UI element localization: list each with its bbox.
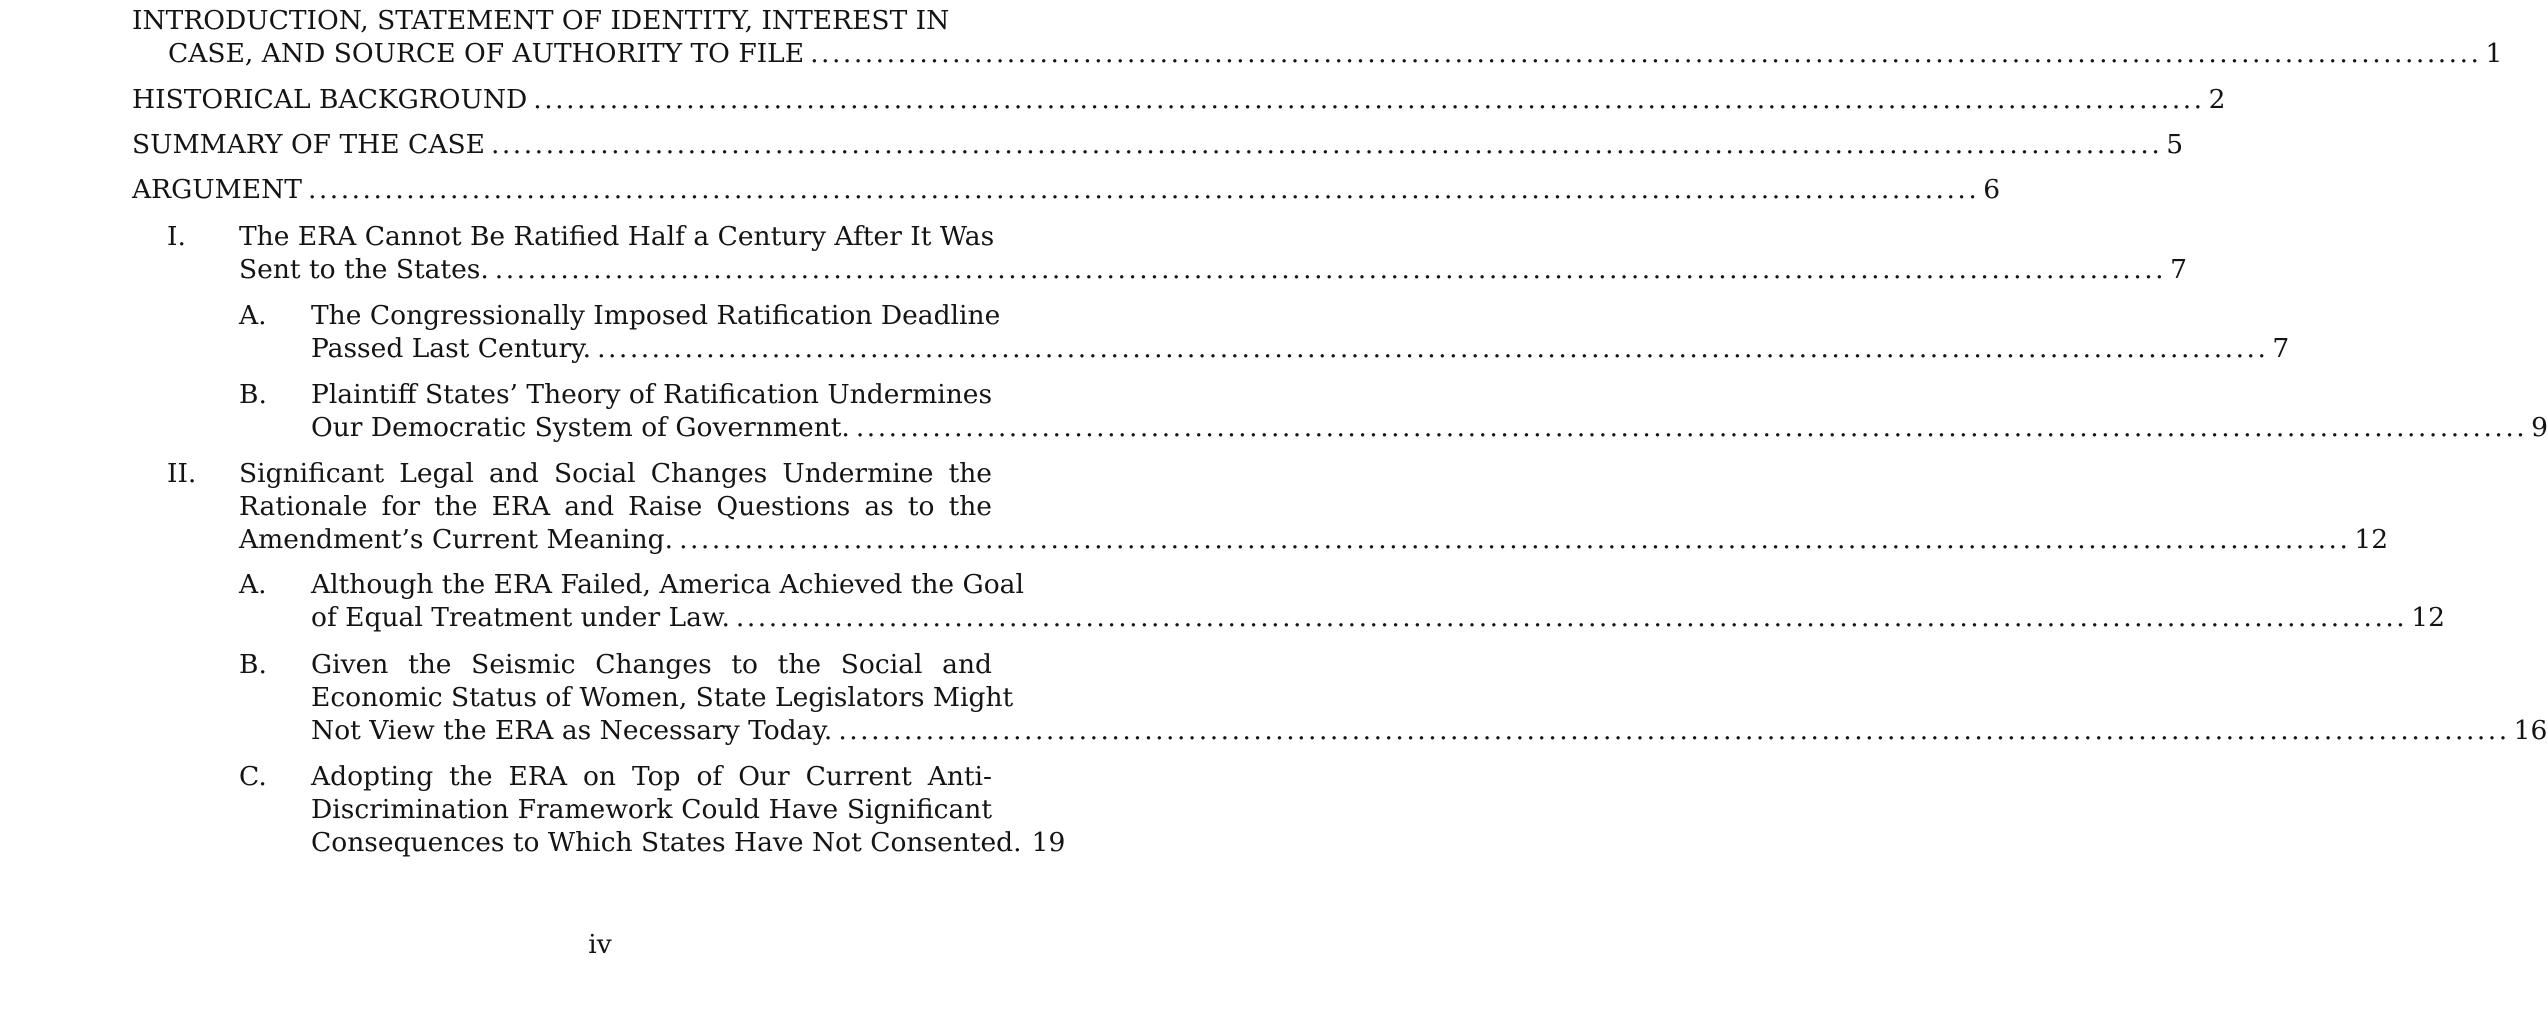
toc-entry-title-line: Rationale for the ERA and Raise Questions as to the — [239, 491, 992, 522]
section-marker: I. — [167, 221, 186, 252]
section-marker: C. — [239, 761, 267, 792]
toc-entry-title-line: Passed Last Century. — [311, 333, 592, 364]
toc-entry-title-line: Although the ERA Failed, America Achieved the Goal — [311, 569, 1024, 600]
toc-entry-title-line: INTRODUCTION, STATEMENT OF IDENTITY, INTEREST IN — [132, 5, 950, 36]
toc-entry-title-line: Not View the ERA as Necessary Today. — [311, 715, 833, 746]
toc-entry-title-line: Significant Legal and Social Changes Undermine the — [239, 458, 992, 489]
toc-entry-last-line — [311, 826, 1066, 860]
toc-page-number: 7 — [2170, 254, 2187, 285]
dot-leader: ......................................................................................................................................................... — [533, 84, 2205, 115]
toc-page-number: 5 — [2166, 129, 2184, 160]
page-number-footer: iv — [588, 929, 612, 960]
toc-entry-title: ARGUMENT — [132, 174, 302, 205]
toc-page-number: 2 — [2208, 84, 2226, 115]
toc-entry-title-line: Consequences to Which States Have Not Consented. — [311, 827, 1022, 858]
toc-entry-last-line — [168, 37, 2503, 71]
section-marker: B. — [239, 379, 267, 410]
toc-page-number: 16 — [2513, 715, 2548, 746]
toc-entry-title-line: Discrimination Framework Could Have Significant — [311, 794, 992, 825]
dot-leader: ......................................................................................................................................................... — [490, 129, 2163, 160]
section-marker: B. — [239, 649, 267, 680]
toc-entry-last-line — [311, 332, 2290, 366]
dot-leader: ......................................................................................................................................................... — [810, 38, 2482, 69]
toc-entry-title-line: Adopting the ERA on Top of Our Current Anti- — [311, 761, 992, 792]
dot-leader: ......................................................................................................................................................... — [735, 602, 2408, 633]
toc-entry-title: HISTORICAL BACKGROUND — [132, 84, 528, 115]
toc-entry-line — [132, 83, 2226, 117]
toc-entry-last-line — [311, 601, 2445, 635]
dot-leader: ......................................................................................................................................................... — [838, 715, 2510, 746]
toc-page-number: 12 — [2411, 602, 2445, 633]
dot-leader: ......................................................................................................................................................... — [855, 412, 2528, 443]
toc-entry-last-line — [239, 253, 2187, 287]
section-marker: II. — [167, 458, 197, 489]
toc-entry-title-line: Our Democratic System of Government. — [311, 412, 850, 443]
toc-entry-title-line: Economic Status of Women, State Legislators Might — [311, 682, 1014, 713]
toc-page-number: 9 — [2531, 412, 2548, 443]
toc-entry-last-line — [311, 411, 2548, 445]
toc-page-number: 19 — [1031, 827, 1066, 858]
toc-entry-title-line: Plaintiff States’ Theory of Ratification Undermines — [311, 379, 993, 410]
toc-entry-title-line: The ERA Cannot Be Ratified Half a Century After It Was — [239, 221, 995, 252]
dot-leader: ......................................................................................................................................................... — [307, 174, 1980, 205]
section-marker: A. — [239, 300, 267, 331]
section-marker: A. — [239, 569, 267, 600]
dot-leader: ......................................................................................................................................................... — [679, 524, 2351, 555]
toc-entry-last-line — [311, 714, 2548, 748]
toc-entry-title: SUMMARY OF THE CASE — [132, 129, 485, 160]
toc-page-number: 7 — [2272, 333, 2290, 364]
toc-entry-title-line: of Equal Treatment under Law. — [311, 602, 730, 633]
toc-entry-line — [132, 128, 2184, 162]
toc-page-number: 6 — [1983, 174, 2001, 205]
toc-entry-line — [132, 173, 2001, 207]
toc-page-number: 1 — [2485, 38, 2503, 69]
toc-page-number: 12 — [2354, 524, 2389, 555]
toc-entry-last-line — [239, 523, 2389, 557]
dot-leader: ......................................................................................................................................................... — [597, 333, 2269, 364]
toc-entry-title-line: Sent to the States. — [239, 254, 489, 285]
dot-leader: ......................................................................................................................................................... — [494, 254, 2167, 285]
toc-entry-title-line: Amendment’s Current Meaning. — [239, 524, 674, 555]
toc-entry-title-line: Given the Seismic Changes to the Social and — [311, 649, 992, 680]
toc-entry-title-line: The Congressionally Imposed Ratification Deadline — [311, 300, 1001, 331]
toc-entry-title-line: CASE, AND SOURCE OF AUTHORITY TO FILE — [168, 38, 805, 69]
